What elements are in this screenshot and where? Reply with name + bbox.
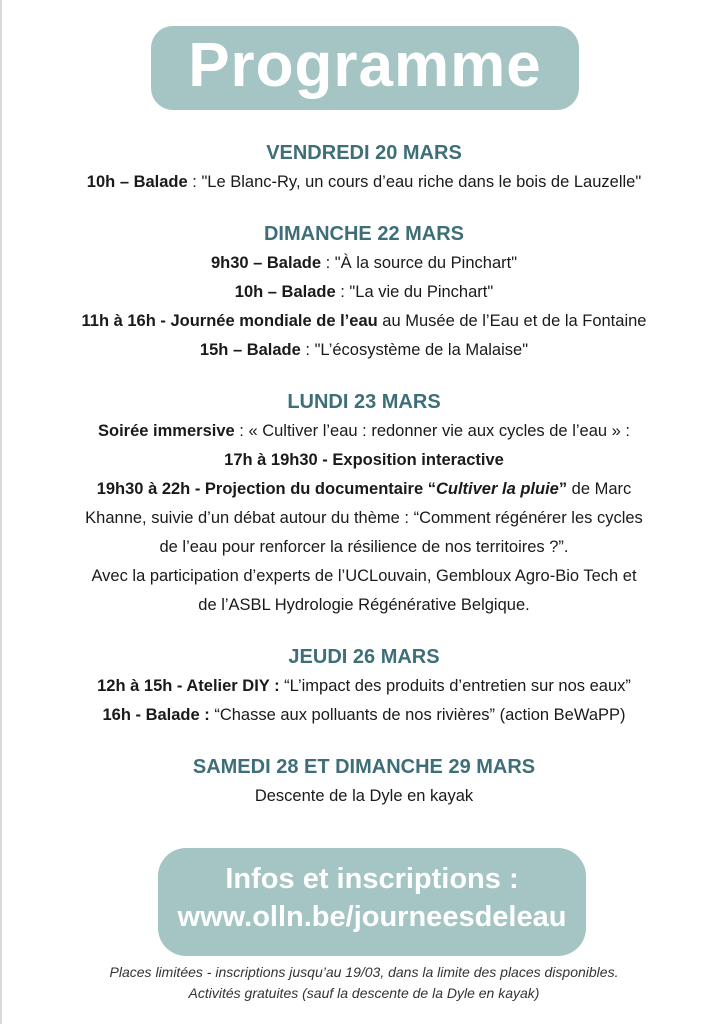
- day-heading: VENDREDI 20 MARS: [266, 142, 462, 164]
- expo-line: [10, 446, 718, 475]
- event-text: au Musée de l’Eau et de la Fontaine: [377, 312, 647, 330]
- event-text: : "La vie du Pinchart": [335, 283, 494, 301]
- event-time: 10h – Balade: [86, 173, 188, 191]
- event-time: 15h – Balade: [199, 341, 301, 359]
- projection-text: de Marc: [567, 480, 632, 498]
- event-line: [10, 307, 718, 336]
- soiree-text: : « Cultiver l’eau : redonner vie aux cycles de l’eau » :: [234, 422, 630, 440]
- day-heading: DIMANCHE 22 MARS: [263, 223, 465, 245]
- event-line: Descente de la Dyle en kayak: [254, 787, 474, 805]
- program-list: [10, 138, 718, 811]
- event-time: 9h30 – Balade: [210, 254, 321, 272]
- day-section-vendredi: [10, 138, 718, 197]
- event-text: : "À la source du Pinchart": [321, 254, 518, 272]
- info-banner: [158, 848, 586, 956]
- event-line: [10, 336, 718, 365]
- footer-line: Places limitées - inscriptions jusqu’au 19/03, dans la limite des places disponibles.: [109, 964, 619, 980]
- soiree-label: Soirée immersive: [98, 422, 235, 440]
- footer-line: Activités gratuites (sauf la descente de la Dyle en kayak): [188, 985, 540, 1001]
- day-heading: SAMEDI 28 ET DIMANCHE 29 MARS: [192, 756, 536, 778]
- event-text: “Chasse aux polluants de nos rivières” (action BeWaPP): [209, 706, 626, 724]
- expo-label: 17h à 19h30 - Exposition interactive: [224, 451, 504, 469]
- footer-notes: [10, 962, 718, 1004]
- description-line: Avec la participation d’experts de l’UCLouvain, Gembloux Agro-Bio Tech et: [91, 567, 637, 585]
- day-heading: JEUDI 26 MARS: [288, 646, 440, 668]
- day-heading: LUNDI 23 MARS: [287, 391, 441, 413]
- event-time: 12h à 15h - Atelier DIY :: [97, 677, 280, 695]
- info-title: Infos et inscriptions :: [225, 863, 519, 895]
- description-line: de l’ASBL Hydrologie Régénérative Belgique.: [198, 596, 530, 614]
- projection-label: 19h30 à 22h - Projection du documentaire “Cultiver la pluie”: [96, 480, 568, 498]
- projection-line: [10, 475, 718, 504]
- film-title: Cultiver la pluie: [435, 480, 559, 498]
- day-section-lundi: [10, 387, 718, 620]
- event-text: : "L’écosystème de la Malaise": [300, 341, 529, 359]
- description-line: de l’eau pour renforcer la résilience de nos territoires ?”.: [159, 538, 569, 556]
- soiree-line: [10, 417, 718, 446]
- event-time: 11h à 16h - Journée mondiale de l’eau: [81, 312, 378, 330]
- event-time: 16h - Balade :: [102, 706, 210, 724]
- day-section-dimanche: [10, 219, 718, 365]
- event-text: “L’impact des produits d’entretien sur nos eaux”: [279, 677, 631, 695]
- event-line: [10, 249, 718, 278]
- info-url-link[interactable]: www.olln.be/journeesdeleau: [177, 901, 567, 933]
- description-line: Khanne, suivie d’un débat autour du thème : “Comment régénérer les cycles: [85, 509, 643, 527]
- day-section-jeudi: [10, 642, 718, 730]
- event-line: [10, 672, 718, 701]
- event-line: [10, 278, 718, 307]
- day-section-samedi: [10, 752, 718, 811]
- page-title: Programme: [188, 31, 542, 100]
- event-text: : "Le Blanc-Ry, un cours d’eau riche dans le bois de Lauzelle": [187, 173, 642, 191]
- event-time: 10h – Balade: [234, 283, 336, 301]
- event-line: [10, 168, 718, 197]
- event-line: [10, 701, 718, 730]
- page-left-border: [0, 0, 2, 1024]
- programme-title-banner: [151, 26, 579, 110]
